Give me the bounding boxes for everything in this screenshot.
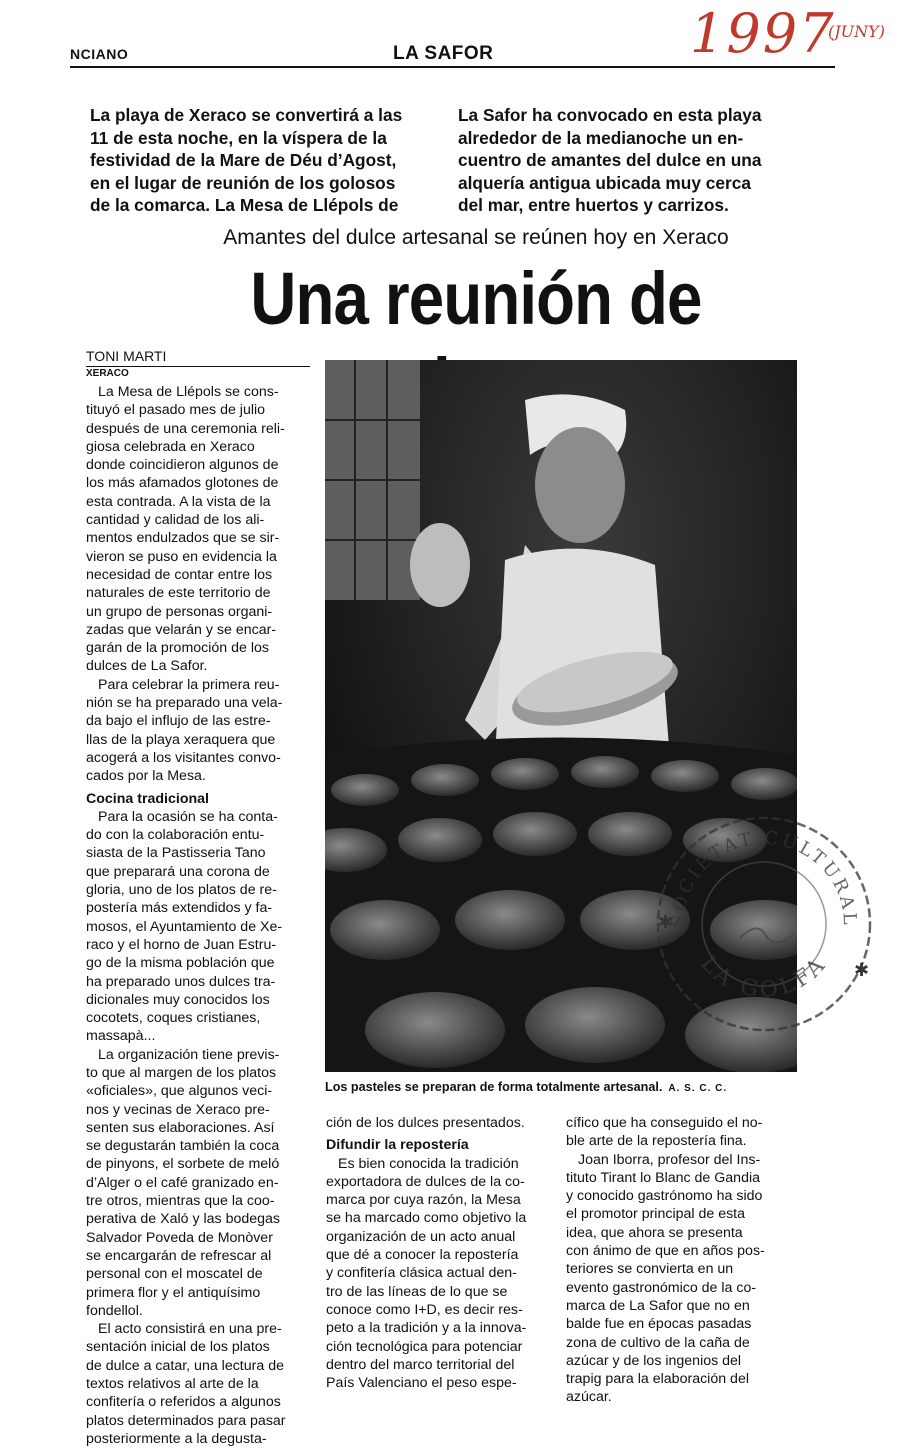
text-line: que dé a conocer la repostería — [326, 1247, 519, 1264]
stamp-star-icon: ✱ — [658, 912, 674, 932]
stamp-star-icon: ✱ — [854, 960, 870, 980]
text-line: mentos endulzados que se sir- — [86, 530, 280, 547]
lead-line: festividad de la Mare de Déu d’Agost, — [90, 150, 397, 170]
lead-line: La playa de Xeraco se convertirá a las — [90, 105, 403, 125]
text-line: peto a la tradición y a la innova- — [326, 1320, 527, 1337]
text-line: Para la ocasión se ha conta- — [98, 808, 278, 825]
text-line: ción tecnológica para potenciar — [326, 1338, 523, 1355]
text-line: primera flor y el antiquísimo — [86, 1284, 261, 1301]
article-column-1 — [86, 383, 304, 1448]
text-line: go de la misma población que — [86, 955, 275, 972]
text-line: d’Alger o el café granizado en- — [86, 1174, 279, 1191]
text-line: marca por cuya razón, la Mesa — [326, 1192, 521, 1209]
text-line: tre otros, mientras que la coo- — [86, 1193, 275, 1210]
lead-paragraph-right — [458, 104, 803, 217]
text-line: posteriormente a la degusta- — [86, 1430, 267, 1447]
text-line: de pinyons, el sorbete de meló — [86, 1156, 280, 1173]
text-line: to que al margen de los platos — [86, 1064, 277, 1081]
text-line: La Mesa de Llépols se cons- — [98, 384, 279, 400]
caption-text: Los pasteles se preparan de forma totalmente artesanal. — [325, 1080, 663, 1094]
text-line: ha preparado unos dulces tra- — [86, 973, 276, 990]
text-line: gloria, uno de los platos de re- — [86, 882, 277, 899]
text-line: evento gastronómico de la co- — [566, 1279, 757, 1296]
lead-line: alrededor de la medianoche un en- — [458, 127, 744, 148]
text-line: y confitería clásica actual den- — [326, 1265, 517, 1282]
text-line: acogerá a los visitantes convo- — [86, 749, 281, 766]
text-line: Salvador Poveda de Monòver — [86, 1229, 273, 1246]
article-column-3 — [566, 1114, 796, 1407]
text-line: se degustarán también la coca — [86, 1138, 280, 1155]
text-line: necesidad de contar entre los — [86, 566, 273, 583]
text-line: Es bien conocida la tradición — [338, 1155, 519, 1172]
lead-paragraph-left — [90, 104, 437, 217]
text-line: cocotets, coques cristianes, — [86, 1010, 261, 1027]
text-line: el promotor principal de esta — [566, 1206, 746, 1223]
text-line: un grupo de personas organi- — [86, 603, 273, 620]
text-line: siasta de la Pastisseria Tano — [86, 845, 266, 862]
text-line: tituyó el pasado mes de julio — [86, 402, 266, 419]
section-title: LA SAFOR — [393, 43, 494, 64]
text-line: balde fue en épocas pasadas — [566, 1316, 752, 1333]
subheading: Difundir la repostería — [326, 1137, 469, 1154]
lead-line: La Safor ha convocado en esta playa — [458, 105, 762, 125]
text-line: ción de los dulces presentados. — [326, 1115, 525, 1131]
text-line: nos y vecinas de Xeraco pre- — [86, 1101, 270, 1118]
running-header-left: NCIANO — [70, 46, 129, 62]
text-line: después de una ceremonia reli- — [86, 420, 285, 437]
lead-line: de la comarca. La Mesa de Llépols de — [90, 195, 399, 215]
text-line: los más afamados glotones de — [86, 475, 279, 492]
kicker: Amantes del dulce artesanal se reúnen hoy en Xeraco — [223, 226, 729, 249]
text-line: platos determinados para pasar — [86, 1412, 286, 1429]
lead-line: del mar, entre huertos y carrizos. — [458, 195, 729, 215]
handwritten-month: (JUNY) — [828, 22, 885, 41]
text-line: idea, que ahora se presenta — [566, 1224, 743, 1241]
text-line: cífico que ha conseguido el no- — [566, 1115, 763, 1131]
article-column-2 — [326, 1114, 548, 1392]
text-line: y conocido gastrónomo ha sido — [566, 1188, 763, 1205]
text-line: se ha marcado como objetivo la — [326, 1210, 527, 1227]
text-line: de dulce a catar, una lectura de — [86, 1357, 284, 1374]
text-line: sentación inicial de los platos — [86, 1339, 270, 1356]
stamp-bottom-text: LA GOLFA — [695, 950, 833, 1004]
text-line: do con la colaboración entu- — [86, 827, 265, 844]
text-line: donde coincidieron algunos de — [86, 457, 279, 474]
text-line: se encargarán de refrescar al — [86, 1247, 272, 1264]
text-line: senten sus elaboraciones. Así — [86, 1119, 275, 1136]
lead-line: alquería antigua ubicada muy cerca — [458, 172, 751, 193]
header-rule — [70, 66, 835, 68]
text-line: postería más extendidos y fa- — [86, 900, 273, 917]
text-line: El acto consistirá en una pre- — [98, 1321, 282, 1338]
text-line: cantidad y calidad de los ali- — [86, 512, 265, 529]
text-line: naturales de este territorio de — [86, 585, 271, 602]
text-line: raco y el horno de Juan Estru- — [86, 936, 277, 953]
byline: TONI MARTI — [86, 348, 167, 364]
text-line: da bajo el influjo de las estre- — [86, 713, 271, 730]
lead-line: cuentro de amantes del dulce en una — [458, 150, 762, 170]
text-line: tituto Tirant lo Blanc de Gandia — [566, 1169, 761, 1186]
text-line: exportadora de dulces de la co- — [326, 1173, 525, 1190]
stamp-top-text: SOCIETAT CULTURAL — [667, 827, 861, 928]
handwritten-year: 1997 — [690, 2, 836, 65]
text-line: zadas que velarán y se encar- — [86, 621, 277, 638]
lead-line: 11 de esta noche, en la víspera de la — [90, 127, 387, 148]
text-line: «oficiales», que algunos veci- — [86, 1083, 273, 1100]
text-line: marca de La Safor que no en — [566, 1297, 750, 1314]
text-line: teriores se convierta en un — [566, 1261, 734, 1278]
text-line: con ánimo de que en años pos- — [566, 1243, 765, 1260]
text-line: dulces de La Safor. — [86, 658, 208, 675]
text-line: perativa de Xaló y las bodegas — [86, 1211, 281, 1228]
text-line: personal con el moscatel de — [86, 1266, 263, 1283]
text-line: nión se ha preparado una vela- — [86, 695, 283, 712]
text-line: País Valenciano el peso espe- — [326, 1375, 517, 1392]
subheading: Cocina tradicional — [86, 790, 209, 807]
byline-rule — [86, 366, 310, 367]
svg-text:LA GOLFA — [695, 951, 832, 1003]
society-stamp — [648, 808, 880, 1040]
text-line: Para celebrar la primera reu- — [98, 676, 280, 693]
text-line: llas de la playa xeraquera que — [86, 731, 276, 748]
text-line: fondellol. — [86, 1302, 143, 1319]
text-line: ble arte de la repostería fina. — [566, 1133, 747, 1150]
text-line: dentro del marco territorial del — [326, 1356, 515, 1373]
text-line: garán de la promoción de los — [86, 640, 269, 657]
text-line: confitería o referidos a algunos — [86, 1394, 281, 1411]
text-line: massapà... — [86, 1028, 156, 1045]
text-line: giosa celebrada en Xeraco — [86, 438, 255, 455]
text-line: vieron se puso en evidencia la — [86, 548, 277, 565]
dateline: XERACO — [86, 368, 129, 379]
lead-line: en el lugar de reunión de los golosos — [90, 172, 396, 193]
text-line: dicionales muy conocidos los — [86, 991, 270, 1008]
text-line: organización de un acto anual — [326, 1228, 516, 1245]
text-line: conoce como I+D, es decir res- — [326, 1301, 523, 1318]
text-line: trapig para la elaboración del — [566, 1371, 749, 1388]
text-line: azúcar. — [566, 1389, 612, 1406]
text-line: textos relativos al arte de la — [86, 1376, 259, 1393]
text-line: mosos, el Ayuntamiento de Xe- — [86, 918, 283, 935]
text-line: tro de las líneas de lo que se — [326, 1283, 508, 1300]
text-line: zona de cultivo de la caña de — [566, 1334, 750, 1351]
text-line: azúcar y de los ingenios del — [566, 1352, 742, 1369]
caption-credit: A. S. C. C. — [668, 1083, 728, 1094]
photo-caption — [325, 1080, 727, 1094]
text-line: cados por la Mesa. — [86, 768, 206, 785]
text-line: que preparará una corona de — [86, 863, 270, 880]
text-line: La organización tiene previs- — [98, 1046, 280, 1063]
headline: Una reunión de — [250, 257, 702, 340]
text-line: esta contrada. A la vista de la — [86, 493, 271, 510]
text-line: Joan Iborra, profesor del Ins- — [578, 1151, 761, 1168]
